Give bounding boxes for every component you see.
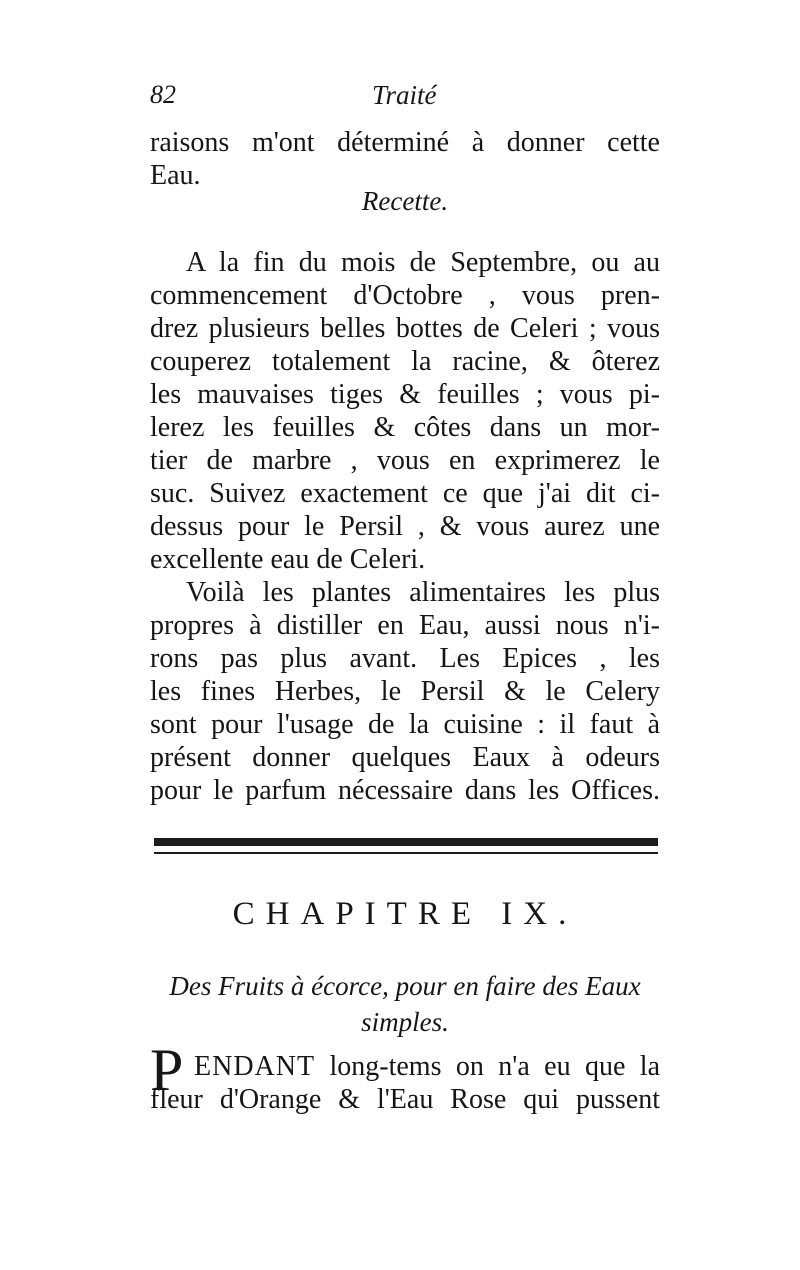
text-line: Voilà les plantes alimentaires les plus [186, 577, 660, 608]
chapter-subtitle-line: Des Fruits à écorce, pour en faire des Eaux [169, 971, 641, 1001]
page-header [150, 80, 660, 120]
intro-paragraph [150, 126, 660, 192]
text-line: couperez totalement la racine, & ôterez [150, 346, 660, 377]
recipe-heading: Recette. [361, 186, 449, 216]
opening-line-rest: long-tems on n'a eu que la [329, 1051, 661, 1082]
text-line: lerez les feuilles & côtes dans un mor- [150, 412, 660, 443]
text-line: fleur d'Orange & l'Eau Rose qui pussent [150, 1084, 660, 1115]
chapter-subtitle-line: simples. [361, 1007, 449, 1037]
text-line: tier de marbre , vous en exprimerez le [150, 445, 660, 476]
text-line: excellente eau de Celeri. [150, 544, 426, 575]
text-line [150, 1050, 660, 1083]
text-line: présent donner quelques Eaux à odeurs [150, 742, 660, 773]
text-line: propres à distiller en Eau, aussi nous n'i- [150, 610, 660, 641]
text-line: drez plusieurs belles bottes de Celeri ; vous [150, 313, 660, 344]
divider-thin-rule [154, 852, 658, 854]
chapter-subtitle [150, 968, 660, 1040]
recipe-paragraph [150, 246, 660, 576]
text-line: sont pour l'usage de la cuisine : il faut à [150, 709, 660, 740]
text-line: commencement d'Octobre , vous pren- [150, 280, 660, 311]
text-line: Eau. [150, 160, 201, 191]
page-number: 82 [150, 80, 176, 109]
text-line: suc. Suivez exactement ce que j'ai dit ci- [150, 478, 660, 509]
chapter-title: CHAPITRE IX. [232, 896, 578, 932]
second-paragraph [150, 576, 660, 807]
text-line: rons pas plus avant. Les Epices , les [150, 643, 660, 674]
ornamental-divider [154, 838, 658, 860]
opening-word: ENDANT [194, 1051, 316, 1082]
chapter-opening-paragraph [150, 1037, 661, 1116]
text-line: A la fin du mois de Septembre, ou au [186, 247, 660, 278]
text-line: raisons m'ont déterminé à donner cette [150, 127, 660, 158]
running-title: Traité [372, 80, 437, 110]
text-line: dessus pour le Persil , & vous aurez une [150, 511, 660, 542]
text-line: les mauvaises tiges & feuilles ; vous pi- [150, 379, 660, 410]
text-line: pour le parfum nécessaire dans les Offices. [150, 775, 660, 806]
drop-cap: P [150, 1037, 184, 1103]
text-line: les fines Herbes, le Persil & le Celery [150, 676, 660, 707]
divider-thick-rule [154, 838, 658, 846]
